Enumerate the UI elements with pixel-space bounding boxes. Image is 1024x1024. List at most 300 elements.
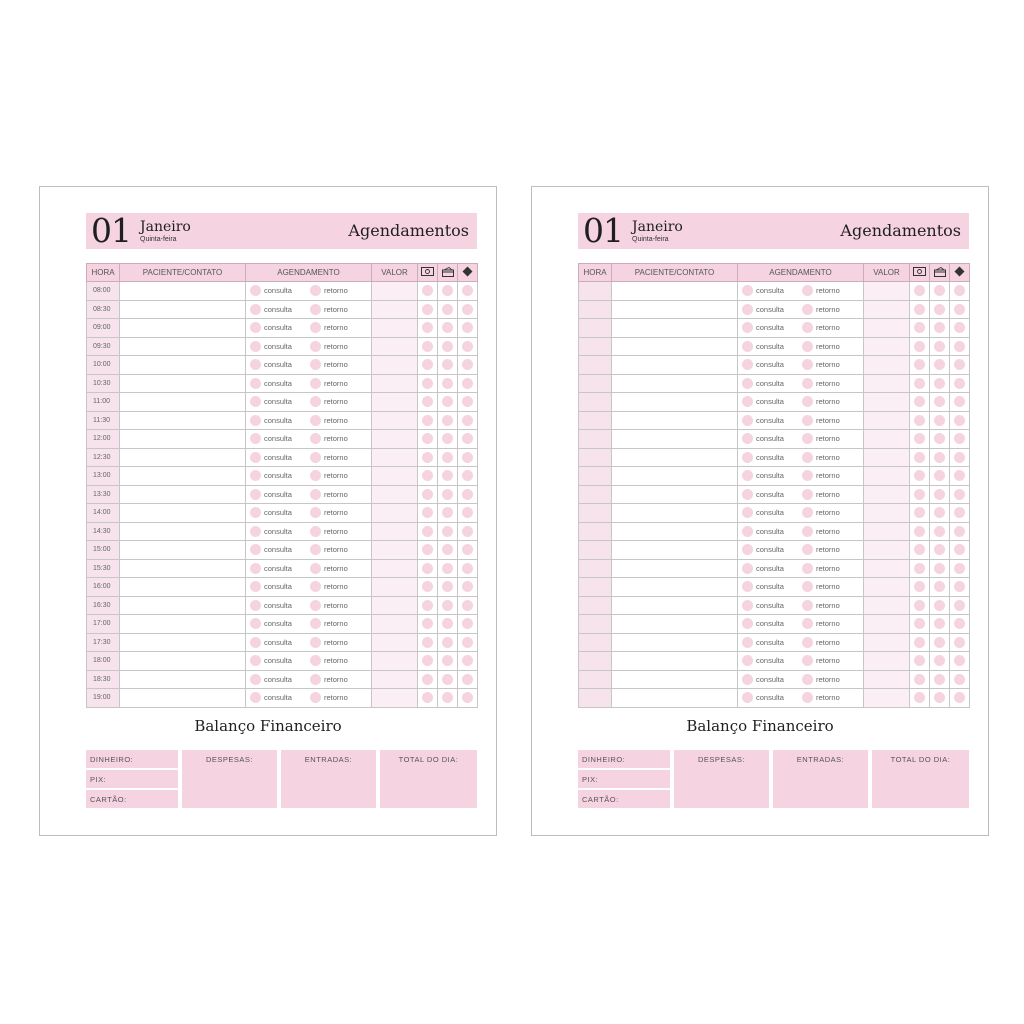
payment-checkbox[interactable] [954,526,965,537]
payment-checkbox[interactable] [422,285,433,296]
payment-checkbox[interactable] [422,637,433,648]
payment-checkbox[interactable] [422,563,433,574]
payment-checkbox[interactable] [442,452,453,463]
payment-checkbox[interactable] [914,489,925,500]
payment-checkbox[interactable] [442,692,453,703]
valor-cell[interactable] [372,337,418,356]
valor-cell[interactable] [864,411,910,430]
payment-checkbox[interactable] [422,507,433,518]
despesas-field[interactable] [182,750,277,808]
consulta-checkbox[interactable] [250,544,261,555]
payment-checkbox[interactable] [954,341,965,352]
patient-cell[interactable] [120,522,246,541]
patient-cell[interactable] [612,670,738,689]
consulta-checkbox[interactable] [250,359,261,370]
valor-cell[interactable] [372,282,418,301]
payment-checkbox[interactable] [462,396,473,407]
payment-checkbox[interactable] [914,359,925,370]
payment-checkbox[interactable] [934,285,945,296]
payment-checkbox[interactable] [934,581,945,592]
retorno-checkbox[interactable] [802,544,813,555]
patient-cell[interactable] [612,633,738,652]
consulta-checkbox[interactable] [250,452,261,463]
consulta-checkbox[interactable] [250,378,261,389]
retorno-checkbox[interactable] [802,415,813,426]
dinheiro-field[interactable] [86,750,178,768]
patient-cell[interactable] [612,467,738,486]
payment-checkbox[interactable] [422,415,433,426]
patient-cell[interactable] [612,559,738,578]
patient-cell[interactable] [120,467,246,486]
payment-checkbox[interactable] [442,544,453,555]
payment-checkbox[interactable] [934,341,945,352]
patient-cell[interactable] [120,633,246,652]
payment-checkbox[interactable] [422,655,433,666]
payment-checkbox[interactable] [934,637,945,648]
patient-cell[interactable] [120,282,246,301]
valor-cell[interactable] [864,670,910,689]
consulta-checkbox[interactable] [250,285,261,296]
patient-cell[interactable] [120,300,246,319]
retorno-checkbox[interactable] [310,415,321,426]
valor-cell[interactable] [864,633,910,652]
patient-cell[interactable] [612,430,738,449]
payment-checkbox[interactable] [442,600,453,611]
consulta-checkbox[interactable] [250,304,261,315]
valor-cell[interactable] [864,652,910,671]
patient-cell[interactable] [120,504,246,523]
consulta-checkbox[interactable] [250,581,261,592]
payment-checkbox[interactable] [442,304,453,315]
payment-checkbox[interactable] [462,544,473,555]
consulta-checkbox[interactable] [742,304,753,315]
consulta-checkbox[interactable] [250,600,261,611]
valor-cell[interactable] [864,485,910,504]
patient-cell[interactable] [120,319,246,338]
payment-checkbox[interactable] [954,378,965,389]
payment-checkbox[interactable] [914,378,925,389]
patient-cell[interactable] [120,689,246,708]
valor-cell[interactable] [864,356,910,375]
retorno-checkbox[interactable] [802,359,813,370]
payment-checkbox[interactable] [422,396,433,407]
payment-checkbox[interactable] [462,433,473,444]
retorno-checkbox[interactable] [310,470,321,481]
valor-cell[interactable] [864,541,910,560]
payment-checkbox[interactable] [954,692,965,703]
payment-checkbox[interactable] [914,433,925,444]
payment-checkbox[interactable] [954,563,965,574]
consulta-checkbox[interactable] [250,433,261,444]
patient-cell[interactable] [612,504,738,523]
consulta-checkbox[interactable] [742,378,753,389]
payment-checkbox[interactable] [934,415,945,426]
consulta-checkbox[interactable] [250,489,261,500]
patient-cell[interactable] [120,615,246,634]
consulta-checkbox[interactable] [250,322,261,333]
payment-checkbox[interactable] [934,489,945,500]
retorno-checkbox[interactable] [802,655,813,666]
retorno-checkbox[interactable] [802,304,813,315]
payment-checkbox[interactable] [442,396,453,407]
retorno-checkbox[interactable] [802,470,813,481]
valor-cell[interactable] [864,337,910,356]
valor-cell[interactable] [372,374,418,393]
payment-checkbox[interactable] [914,452,925,463]
valor-cell[interactable] [864,689,910,708]
patient-cell[interactable] [612,689,738,708]
valor-cell[interactable] [864,300,910,319]
payment-checkbox[interactable] [914,396,925,407]
consulta-checkbox[interactable] [742,396,753,407]
retorno-checkbox[interactable] [310,618,321,629]
consulta-checkbox[interactable] [742,452,753,463]
patient-cell[interactable] [120,337,246,356]
valor-cell[interactable] [372,670,418,689]
payment-checkbox[interactable] [462,322,473,333]
pix-field[interactable] [86,770,178,788]
payment-checkbox[interactable] [462,452,473,463]
valor-cell[interactable] [864,319,910,338]
retorno-checkbox[interactable] [310,433,321,444]
consulta-checkbox[interactable] [250,470,261,481]
consulta-checkbox[interactable] [742,341,753,352]
payment-checkbox[interactable] [462,637,473,648]
retorno-checkbox[interactable] [802,285,813,296]
payment-checkbox[interactable] [442,637,453,648]
payment-checkbox[interactable] [914,285,925,296]
payment-checkbox[interactable] [934,674,945,685]
payment-checkbox[interactable] [934,304,945,315]
payment-checkbox[interactable] [422,433,433,444]
valor-cell[interactable] [372,356,418,375]
consulta-checkbox[interactable] [250,563,261,574]
payment-checkbox[interactable] [462,581,473,592]
payment-checkbox[interactable] [462,507,473,518]
payment-checkbox[interactable] [442,415,453,426]
payment-checkbox[interactable] [954,415,965,426]
payment-checkbox[interactable] [442,507,453,518]
consulta-checkbox[interactable] [742,285,753,296]
payment-checkbox[interactable] [954,544,965,555]
retorno-checkbox[interactable] [802,563,813,574]
consulta-checkbox[interactable] [250,415,261,426]
payment-checkbox[interactable] [934,507,945,518]
payment-checkbox[interactable] [914,304,925,315]
payment-checkbox[interactable] [462,415,473,426]
patient-cell[interactable] [612,356,738,375]
payment-checkbox[interactable] [422,581,433,592]
payment-checkbox[interactable] [954,637,965,648]
consulta-checkbox[interactable] [742,637,753,648]
payment-checkbox[interactable] [954,433,965,444]
valor-cell[interactable] [372,652,418,671]
valor-cell[interactable] [864,596,910,615]
valor-cell[interactable] [372,319,418,338]
payment-checkbox[interactable] [934,600,945,611]
retorno-checkbox[interactable] [802,581,813,592]
patient-cell[interactable] [120,393,246,412]
payment-checkbox[interactable] [442,489,453,500]
patient-cell[interactable] [612,393,738,412]
retorno-checkbox[interactable] [802,396,813,407]
patient-cell[interactable] [120,356,246,375]
payment-checkbox[interactable] [934,563,945,574]
entradas-field[interactable] [281,750,376,808]
payment-checkbox[interactable] [422,452,433,463]
valor-cell[interactable] [372,689,418,708]
valor-cell[interactable] [372,633,418,652]
payment-checkbox[interactable] [914,674,925,685]
retorno-checkbox[interactable] [802,489,813,500]
payment-checkbox[interactable] [442,341,453,352]
patient-cell[interactable] [120,485,246,504]
valor-cell[interactable] [372,541,418,560]
valor-cell[interactable] [372,467,418,486]
patient-cell[interactable] [612,522,738,541]
payment-checkbox[interactable] [954,322,965,333]
consulta-checkbox[interactable] [250,341,261,352]
payment-checkbox[interactable] [914,655,925,666]
payment-checkbox[interactable] [934,378,945,389]
payment-checkbox[interactable] [934,618,945,629]
consulta-checkbox[interactable] [250,526,261,537]
consulta-checkbox[interactable] [250,674,261,685]
patient-cell[interactable] [612,319,738,338]
consulta-checkbox[interactable] [742,674,753,685]
payment-checkbox[interactable] [462,674,473,685]
valor-cell[interactable] [864,393,910,412]
valor-cell[interactable] [372,430,418,449]
patient-cell[interactable] [612,596,738,615]
payment-checkbox[interactable] [442,563,453,574]
retorno-checkbox[interactable] [310,563,321,574]
patient-cell[interactable] [120,578,246,597]
payment-checkbox[interactable] [422,600,433,611]
payment-checkbox[interactable] [954,285,965,296]
cartao-field[interactable] [86,790,178,808]
payment-checkbox[interactable] [462,304,473,315]
patient-cell[interactable] [612,541,738,560]
patient-cell[interactable] [612,411,738,430]
retorno-checkbox[interactable] [310,507,321,518]
payment-checkbox[interactable] [954,674,965,685]
retorno-checkbox[interactable] [802,507,813,518]
valor-cell[interactable] [372,448,418,467]
payment-checkbox[interactable] [914,470,925,481]
payment-checkbox[interactable] [422,359,433,370]
retorno-checkbox[interactable] [802,692,813,703]
patient-cell[interactable] [612,448,738,467]
retorno-checkbox[interactable] [310,600,321,611]
valor-cell[interactable] [372,411,418,430]
patient-cell[interactable] [120,652,246,671]
payment-checkbox[interactable] [422,304,433,315]
retorno-checkbox[interactable] [310,655,321,666]
patient-cell[interactable] [612,652,738,671]
retorno-checkbox[interactable] [802,600,813,611]
payment-checkbox[interactable] [462,489,473,500]
consulta-checkbox[interactable] [742,563,753,574]
patient-cell[interactable] [120,448,246,467]
payment-checkbox[interactable] [422,618,433,629]
payment-checkbox[interactable] [442,581,453,592]
dinheiro-field[interactable] [578,750,670,768]
retorno-checkbox[interactable] [802,618,813,629]
payment-checkbox[interactable] [462,692,473,703]
retorno-checkbox[interactable] [310,285,321,296]
payment-checkbox[interactable] [422,674,433,685]
payment-checkbox[interactable] [462,600,473,611]
payment-checkbox[interactable] [914,415,925,426]
consulta-checkbox[interactable] [742,544,753,555]
payment-checkbox[interactable] [462,526,473,537]
valor-cell[interactable] [372,615,418,634]
retorno-checkbox[interactable] [802,341,813,352]
payment-checkbox[interactable] [954,304,965,315]
payment-checkbox[interactable] [462,470,473,481]
retorno-checkbox[interactable] [310,378,321,389]
valor-cell[interactable] [372,393,418,412]
valor-cell[interactable] [372,559,418,578]
payment-checkbox[interactable] [934,322,945,333]
payment-checkbox[interactable] [954,396,965,407]
payment-checkbox[interactable] [442,655,453,666]
payment-checkbox[interactable] [914,581,925,592]
retorno-checkbox[interactable] [802,322,813,333]
pix-field[interactable] [578,770,670,788]
consulta-checkbox[interactable] [742,655,753,666]
patient-cell[interactable] [120,670,246,689]
payment-checkbox[interactable] [934,359,945,370]
retorno-checkbox[interactable] [310,452,321,463]
payment-checkbox[interactable] [442,285,453,296]
payment-checkbox[interactable] [442,322,453,333]
retorno-checkbox[interactable] [310,304,321,315]
valor-cell[interactable] [864,504,910,523]
payment-checkbox[interactable] [914,563,925,574]
valor-cell[interactable] [864,448,910,467]
consulta-checkbox[interactable] [742,600,753,611]
consulta-checkbox[interactable] [250,692,261,703]
payment-checkbox[interactable] [954,507,965,518]
patient-cell[interactable] [120,374,246,393]
retorno-checkbox[interactable] [802,452,813,463]
patient-cell[interactable] [612,485,738,504]
consulta-checkbox[interactable] [742,507,753,518]
payment-checkbox[interactable] [954,470,965,481]
payment-checkbox[interactable] [422,470,433,481]
consulta-checkbox[interactable] [250,396,261,407]
payment-checkbox[interactable] [422,489,433,500]
patient-cell[interactable] [612,300,738,319]
patient-cell[interactable] [612,337,738,356]
retorno-checkbox[interactable] [310,396,321,407]
consulta-checkbox[interactable] [742,359,753,370]
payment-checkbox[interactable] [422,322,433,333]
retorno-checkbox[interactable] [310,692,321,703]
valor-cell[interactable] [864,578,910,597]
consulta-checkbox[interactable] [742,581,753,592]
cartao-field[interactable] [578,790,670,808]
payment-checkbox[interactable] [954,655,965,666]
patient-cell[interactable] [612,578,738,597]
valor-cell[interactable] [372,596,418,615]
payment-checkbox[interactable] [442,618,453,629]
patient-cell[interactable] [612,374,738,393]
payment-checkbox[interactable] [462,618,473,629]
retorno-checkbox[interactable] [310,581,321,592]
payment-checkbox[interactable] [442,359,453,370]
valor-cell[interactable] [864,282,910,301]
consulta-checkbox[interactable] [742,470,753,481]
payment-checkbox[interactable] [954,489,965,500]
valor-cell[interactable] [864,430,910,449]
payment-checkbox[interactable] [914,322,925,333]
total-field[interactable] [380,750,477,808]
payment-checkbox[interactable] [914,544,925,555]
payment-checkbox[interactable] [422,526,433,537]
patient-cell[interactable] [612,615,738,634]
patient-cell[interactable] [120,411,246,430]
retorno-checkbox[interactable] [310,526,321,537]
payment-checkbox[interactable] [934,526,945,537]
valor-cell[interactable] [864,374,910,393]
valor-cell[interactable] [864,467,910,486]
payment-checkbox[interactable] [462,563,473,574]
payment-checkbox[interactable] [954,600,965,611]
payment-checkbox[interactable] [934,452,945,463]
consulta-checkbox[interactable] [250,618,261,629]
consulta-checkbox[interactable] [250,507,261,518]
payment-checkbox[interactable] [422,378,433,389]
valor-cell[interactable] [372,485,418,504]
consulta-checkbox[interactable] [742,489,753,500]
patient-cell[interactable] [120,541,246,560]
retorno-checkbox[interactable] [310,322,321,333]
valor-cell[interactable] [864,615,910,634]
retorno-checkbox[interactable] [802,674,813,685]
payment-checkbox[interactable] [954,452,965,463]
payment-checkbox[interactable] [442,470,453,481]
consulta-checkbox[interactable] [742,415,753,426]
payment-checkbox[interactable] [954,581,965,592]
payment-checkbox[interactable] [914,692,925,703]
payment-checkbox[interactable] [934,470,945,481]
retorno-checkbox[interactable] [310,674,321,685]
consulta-checkbox[interactable] [742,692,753,703]
payment-checkbox[interactable] [914,618,925,629]
valor-cell[interactable] [372,504,418,523]
payment-checkbox[interactable] [462,341,473,352]
consulta-checkbox[interactable] [742,526,753,537]
valor-cell[interactable] [372,522,418,541]
retorno-checkbox[interactable] [310,489,321,500]
payment-checkbox[interactable] [442,433,453,444]
valor-cell[interactable] [864,559,910,578]
payment-checkbox[interactable] [442,526,453,537]
retorno-checkbox[interactable] [310,341,321,352]
valor-cell[interactable] [372,300,418,319]
payment-checkbox[interactable] [462,285,473,296]
retorno-checkbox[interactable] [310,544,321,555]
payment-checkbox[interactable] [442,674,453,685]
payment-checkbox[interactable] [954,618,965,629]
patient-cell[interactable] [120,559,246,578]
payment-checkbox[interactable] [462,655,473,666]
payment-checkbox[interactable] [914,341,925,352]
payment-checkbox[interactable] [934,544,945,555]
